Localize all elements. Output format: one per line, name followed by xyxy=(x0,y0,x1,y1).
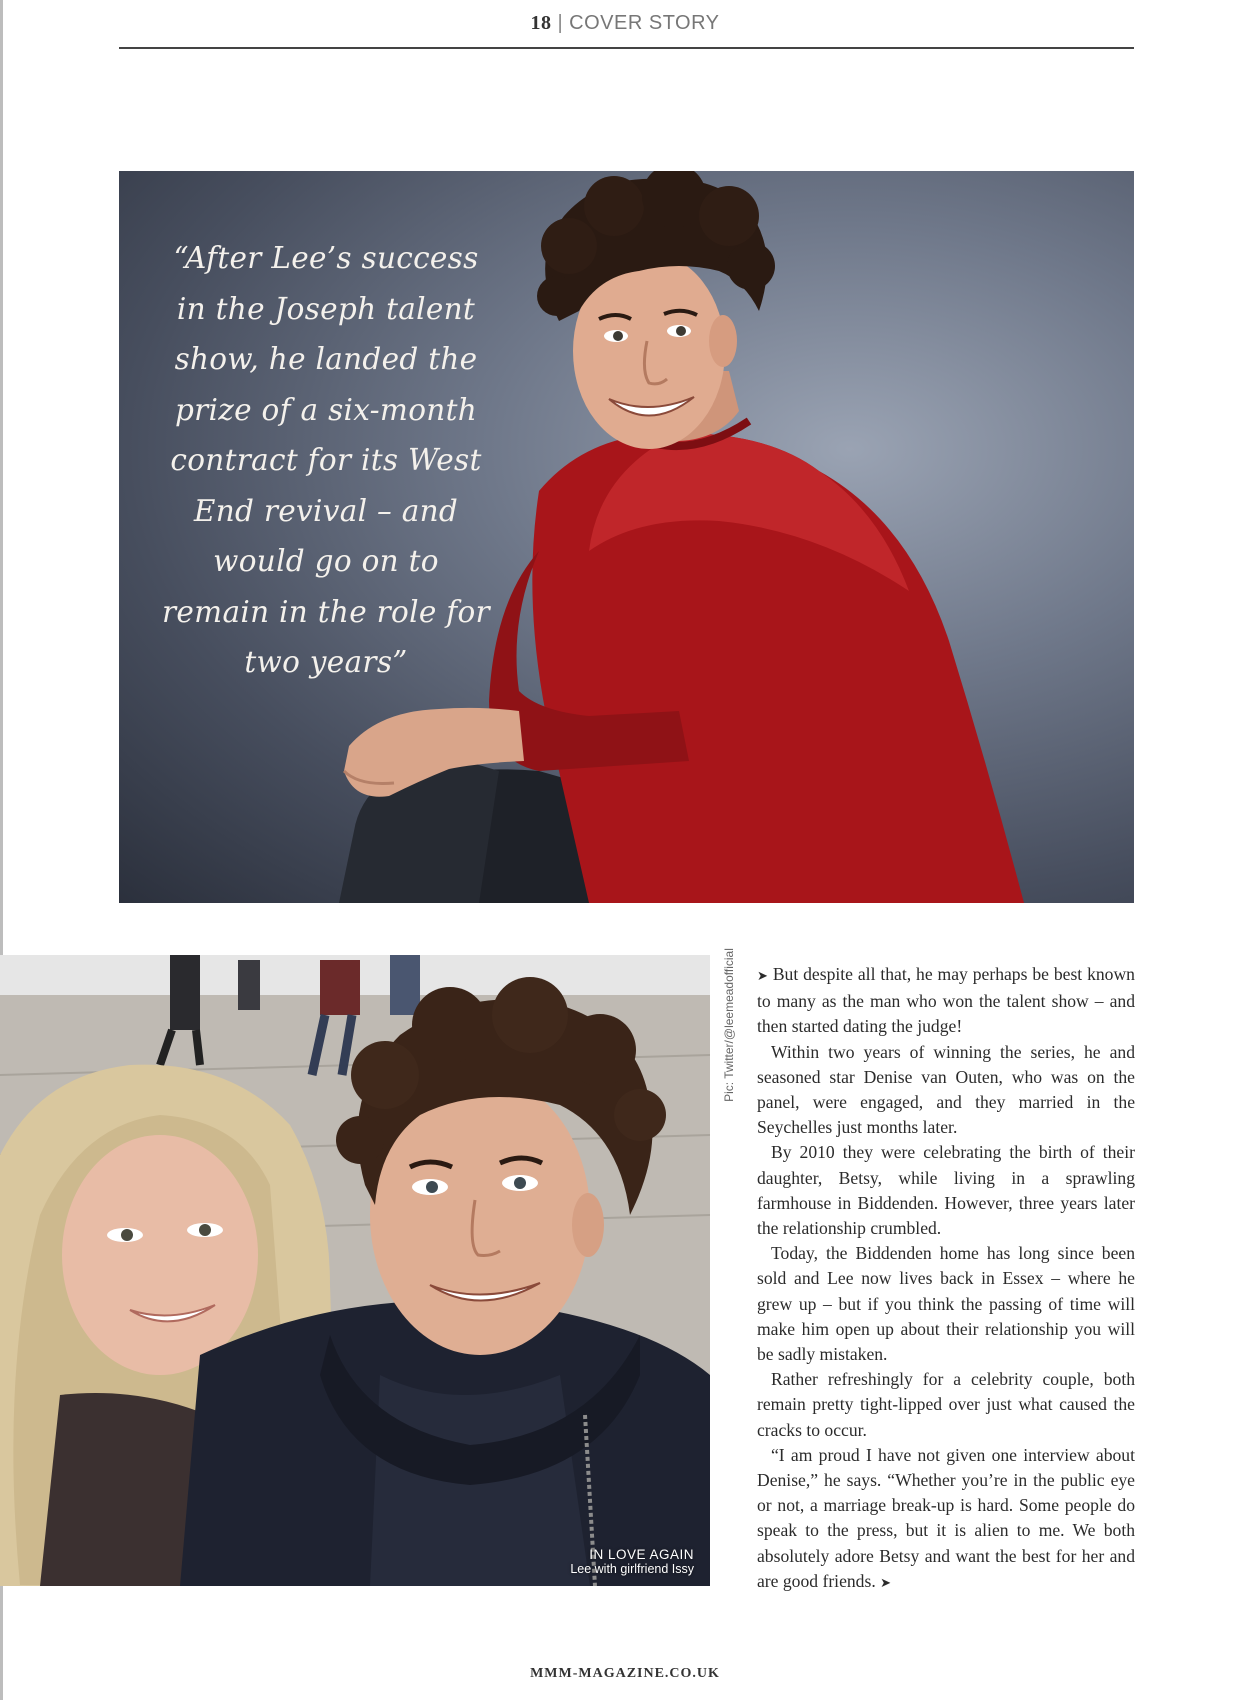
photo-credit: Pic: Twitter/@leemeadofficial xyxy=(722,948,736,1102)
footer-site: MMM-MAGAZINE.CO.UK xyxy=(530,1666,720,1681)
caption-subtitle: Lee with girlfriend Issy xyxy=(570,1562,694,1576)
article-paragraph: Within two years of winning the series, he and seasoned star Denise van Outen, who was on the panel, were engaged, and they married in the Seychelles just months later. xyxy=(757,1041,1135,1138)
section-title: COVER STORY xyxy=(569,12,720,34)
article-paragraph: Today, the Biddenden home has long since been sold and Lee now lives back in Essex – where he grew up – but if you think the passing of time will make him open up about their relationship you will be sadly mistaken. xyxy=(757,1243,1135,1365)
article-paragraph: “I am proud I have not given one interview about Denise,” he says. “Whether you’re in the public eye or not, a marriage break-up is hard. Some people do speak to the press, but it is alien to me. We both absolutely adore Betsy and want the best for her and are good friends. ➤ xyxy=(757,1444,1135,1591)
caption-title: IN LOVE AGAIN xyxy=(589,1547,694,1562)
article-body xyxy=(757,962,1135,1596)
header-rule xyxy=(119,47,1134,49)
pull-quote: “After Lee’s success in the Joseph talent show, he landed the prize of a six-month contract for its West End revival – and would go on to remain in the role for two years” xyxy=(162,241,490,679)
photo-caption xyxy=(570,1547,694,1576)
article-paragraph: Rather refreshingly for a celebrity couple, both remain pretty tight-lipped over just what caused the cracks to occur. xyxy=(757,1369,1135,1440)
hero-photo xyxy=(119,171,1134,903)
next-page-arrow-icon: ➤ xyxy=(880,1575,892,1591)
continue-arrow-icon: ➤ xyxy=(757,969,768,984)
couple-illustration xyxy=(0,955,710,1586)
couple-photo xyxy=(0,955,710,1586)
article-paragraph: By 2010 they were celebrating the birth of their daughter, Betsy, while living in a sprawling farmhouse in Biddenden. However, three years later the relationship crumbled. xyxy=(757,1142,1135,1239)
page-header xyxy=(0,12,1250,35)
page-number: 18 xyxy=(530,12,552,34)
article-paragraph: ➤ But despite all that, he may perhaps be best known to many as the man who won the talent show – and then started dating the judge! xyxy=(757,964,1135,1037)
header-separator: | xyxy=(557,12,564,34)
